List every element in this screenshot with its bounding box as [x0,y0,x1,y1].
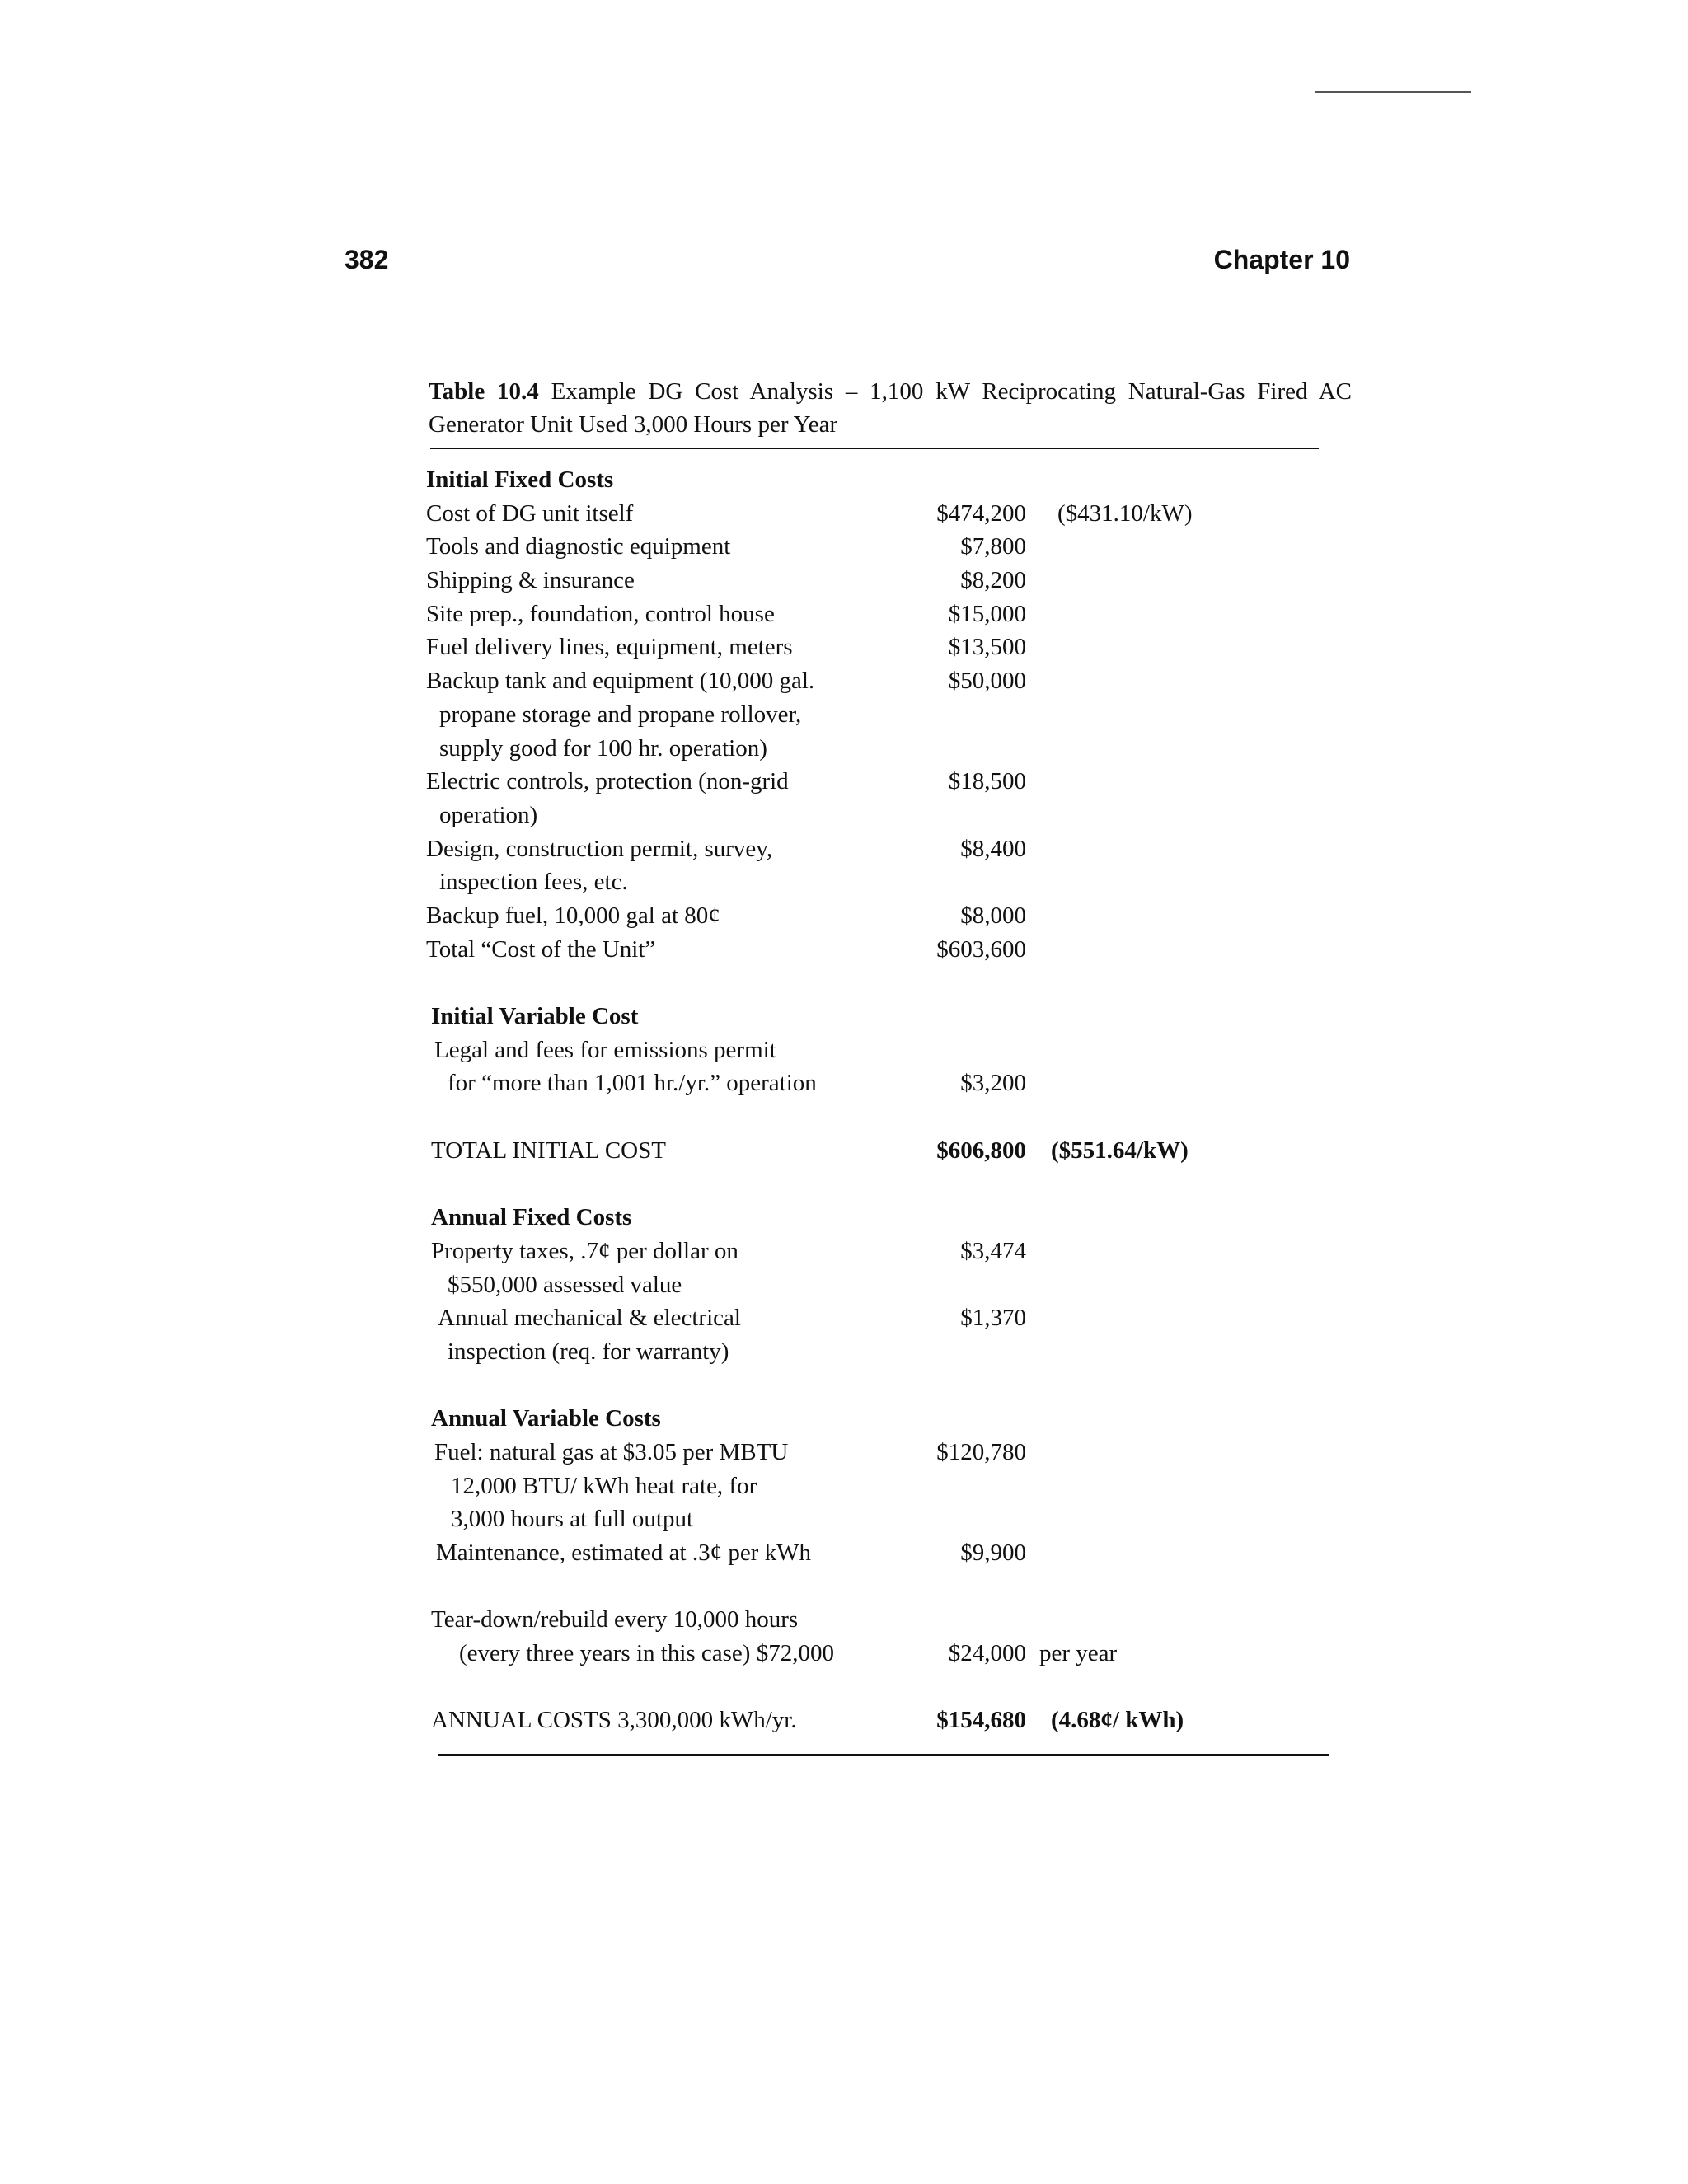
row-label: Tear-down/rebuild every 10,000 hours [431,1606,799,1633]
corner-rule [1315,91,1471,93]
row-label: Fuel: natural gas at $3.05 per MBTU [434,1438,789,1465]
caption-line-2: Generator Unit Used 3,000 Hours per Year [429,411,838,438]
row-label: TOTAL INITIAL COST [431,1137,666,1164]
row-label: Site prep., foundation, control house [426,600,775,627]
row-note: ($431.10/kW) [1057,499,1193,527]
table-row [426,1066,1333,1100]
section-heading-row [426,1201,1333,1235]
row-label: Electric controls, protection (non-grid [426,768,789,795]
row-amount: $8,200 [960,567,1026,594]
spacer-row [426,1167,1333,1201]
table-row [426,899,1333,933]
table-row [426,1436,1333,1469]
total-initial-row [426,1134,1333,1168]
row-amount: $1,370 [960,1305,1026,1332]
page-number: 382 [345,245,389,274]
row-label: 3,000 hours at full output [451,1506,694,1533]
table-row [426,832,1333,866]
row-label: Fuel delivery lines, equipment, meters [426,634,793,661]
row-label: propane storage and propane rollover, [439,701,802,728]
row-label: Backup fuel, 10,000 gal at 80¢ [426,902,720,929]
table-row [426,1502,1333,1536]
row-amount: $7,800 [960,533,1026,560]
cost-table [426,463,1333,1737]
table-row [426,1335,1333,1369]
row-label: $550,000 assessed value [448,1271,682,1298]
table-bottom-rule [438,1754,1329,1756]
row-amount: $13,500 [948,634,1026,661]
row-label: for “more than 1,001 hr./yr.” operation [448,1070,817,1097]
row-note: (4.68¢/ kWh) [1051,1707,1184,1734]
table-row [426,865,1333,899]
row-label: Property taxes, .7¢ per dollar on [431,1237,738,1264]
spacer-row [426,966,1333,1000]
row-label: Cost of DG unit itself [426,499,634,527]
row-amount: $8,400 [960,835,1026,862]
row-note: per year [1039,1640,1118,1667]
table-row [426,1469,1333,1503]
spacer-row [426,1570,1333,1604]
row-label: inspection (req. for warranty) [448,1338,729,1365]
annual-total-row [426,1704,1333,1737]
row-label: 12,000 BTU/ kWh heat rate, for [451,1472,757,1499]
row-amount: $603,600 [936,935,1026,963]
row-label: Backup tank and equipment (10,000 gal. [426,668,815,695]
table-row [426,1235,1333,1268]
row-amount: $474,200 [936,499,1026,527]
row-label: Total “Cost of the Unit” [426,935,656,963]
table-row [426,732,1333,766]
table-row [426,1268,1333,1302]
table-row [426,765,1333,799]
row-amount: $154,680 [936,1707,1026,1734]
section-heading: Annual Variable Costs [431,1405,661,1432]
row-label: ANNUAL COSTS 3,300,000 kWh/yr. [431,1707,797,1734]
chapter-title: Chapter 10 [1213,245,1350,274]
row-amount: $24,000 [948,1640,1026,1667]
caption-line-1 [429,375,1352,408]
row-label: Tools and diagnostic equipment [426,533,731,560]
row-label: operation) [439,801,538,828]
section-heading-row [426,463,1333,497]
table-row [426,1301,1333,1335]
row-amount: $606,800 [936,1137,1026,1164]
table-row [426,497,1333,531]
caption-label: Table 10.4 [429,378,539,405]
table-row [426,799,1333,832]
table-row [426,1603,1333,1637]
table-row [426,564,1333,598]
spacer-row [426,1369,1333,1403]
table-row [426,1536,1333,1570]
table-row [426,630,1333,664]
row-amount: $3,200 [960,1070,1026,1097]
row-amount: $18,500 [948,768,1026,795]
row-label: Design, construction permit, survey, [426,835,773,862]
row-amount: $8,000 [960,902,1026,929]
row-label: inspection fees, etc. [439,869,628,896]
row-amount: $120,780 [936,1438,1026,1465]
row-label: supply good for 100 hr. operation) [439,734,767,762]
table-row [426,1637,1333,1671]
row-label: Legal and fees for emissions permit [434,1036,776,1063]
spacer-row [426,1100,1333,1134]
section-heading: Annual Fixed Costs [431,1204,632,1231]
spacer-row [426,1671,1333,1704]
section-heading-row [426,1402,1333,1436]
table-row [426,933,1333,967]
row-amount: $3,474 [960,1237,1026,1264]
table-row [426,1033,1333,1067]
row-amount: $15,000 [948,600,1026,627]
row-label: Shipping & insurance [426,567,635,594]
row-label: Maintenance, estimated at .3¢ per kWh [436,1540,811,1566]
row-amount: $50,000 [948,668,1026,695]
section-heading-row [426,1000,1333,1033]
row-note: ($551.64/kW) [1051,1137,1189,1164]
caption-text-1: Example DG Cost Analysis – 1,100 kW Reciprocating Natural-Gas Fired AC [551,378,1353,405]
table-row [426,664,1333,698]
table-top-rule [430,448,1319,449]
table-caption [429,375,1352,441]
table-row [426,598,1333,631]
row-amount: $9,900 [960,1540,1026,1566]
section-heading: Initial Fixed Costs [426,466,614,493]
row-label: (every three years in this case) $72,000 [459,1640,834,1667]
section-heading: Initial Variable Cost [431,1003,639,1029]
table-row [426,698,1333,732]
row-label: Annual mechanical & electrical [438,1305,741,1332]
table-row [426,530,1333,564]
